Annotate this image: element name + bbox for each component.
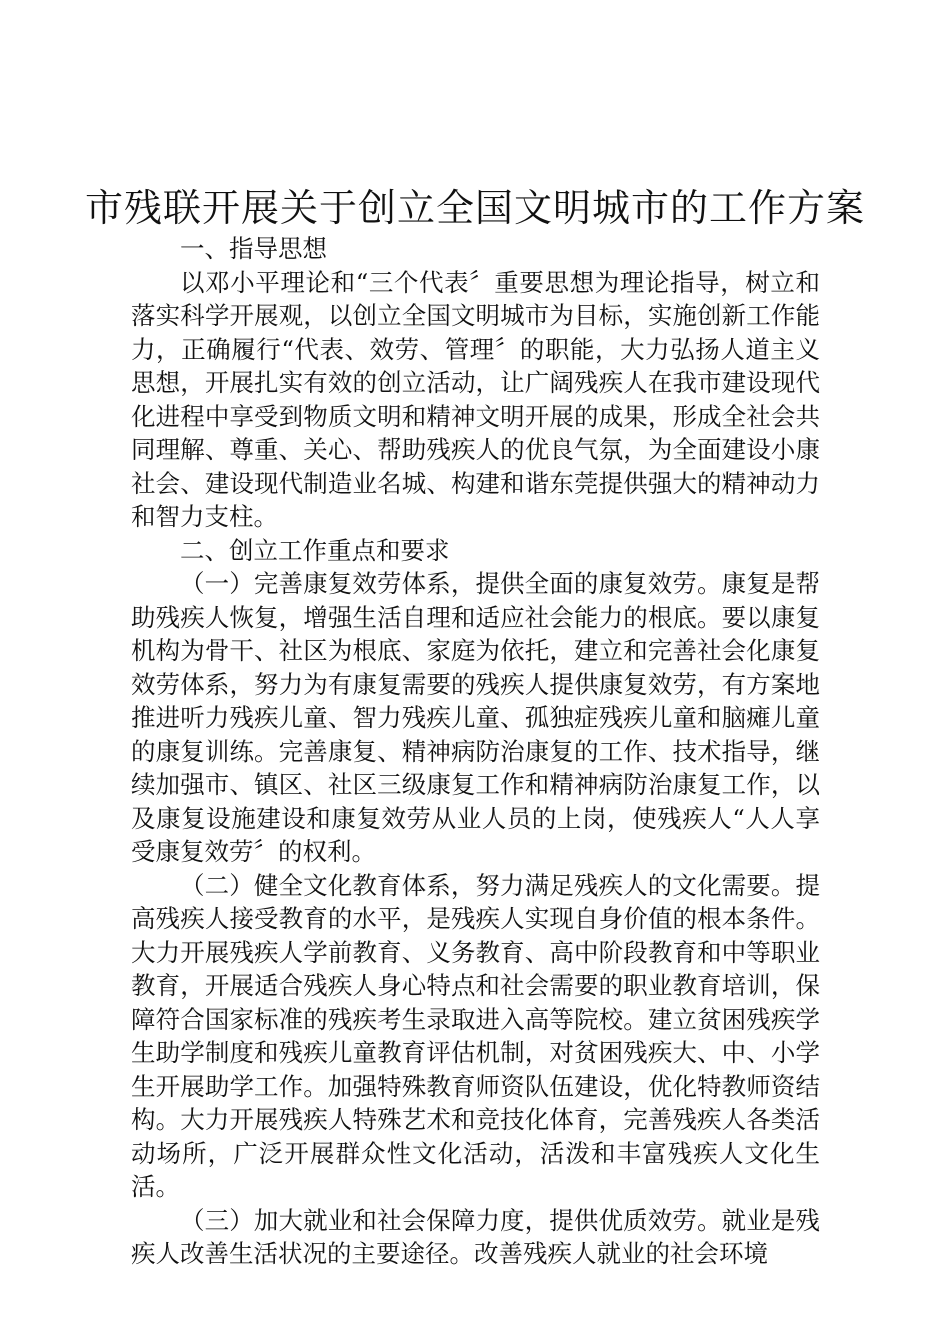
- section-heading-2: 二、创立工作重点和要求: [180, 535, 450, 565]
- document-title: 市残联开展关于创立全国文明城市的工作方案: [84, 186, 865, 230]
- paragraph-3: （二）健全文化教育体系，努力满足残疾人的文化需要。提高残疾人接受教育的水平，是残疾人实现自身价值的根本条件。大力开展残疾人学前教育、义务教育、高中阶段教育和中等职业教育，开展适合残疾人身心特点和社会需要的职业教育培训，保障符合国家标准的残疾考生录取进入高等院校。建立贫困残疾学生助学制度和残疾儿童教育评估机制，对贫困残疾大、中、小学生开展助学工作。加强特殊教育师资队伍建设，优化特教师资结构。大力开展残疾人特殊艺术和竞技化体育，完善残疾人各类活动场所，广泛开展群众性文化活动，活泼和丰富残疾人文化生活。: [131, 870, 820, 1201]
- paragraph-1: 以邓小平理论和“三个代表〞重要思想为理论指导，树立和落实科学开展观，以创立全国文明城市为目标，实施创新工作能力，正确履行“代表、效劳、管理〞的职能，大力弘扬人道主义思想，开展扎实有效的创立活动，让广阔残疾人在我市建设现代化进程中享受到物质文明和精神文明开展的成果，形成全社会共同理解、尊重、关心、帮助残疾人的优良气氛，为全面建设小康社会、建设现代制造业名城、构建和谐东莞提供强大的精神动力和智力支柱。: [131, 267, 820, 531]
- paragraph-2: （一）完善康复效劳体系，提供全面的康复效劳。康复是帮助残疾人恢复，增强生活自理和适应社会能力的根底。要以康复机构为骨干、社区为根底、家庭为依托，建立和完善社会化康复效劳体系，努力为有康复需要的残疾人提供康复效劳，有方案地推进听力残疾儿童、智力残疾儿童、孤独症残疾儿童和脑瘫儿童的康复训练。完善康复、精神病防治康复的工作、技术指导，继续加强市、镇区、社区三级康复工作和精神病防治康复工作，以及康复设施建设和康复效劳从业人员的上岗，使残疾人“人人享受康复效劳〞的权利。: [131, 569, 820, 866]
- paragraph-4: （三）加大就业和社会保障力度，提供优质效劳。就业是残疾人改善生活状况的主要途径。改善残疾人就业的社会环境: [131, 1205, 820, 1268]
- section-heading-1: 一、指导思想: [180, 234, 327, 263]
- document-body: [131, 232, 820, 1271]
